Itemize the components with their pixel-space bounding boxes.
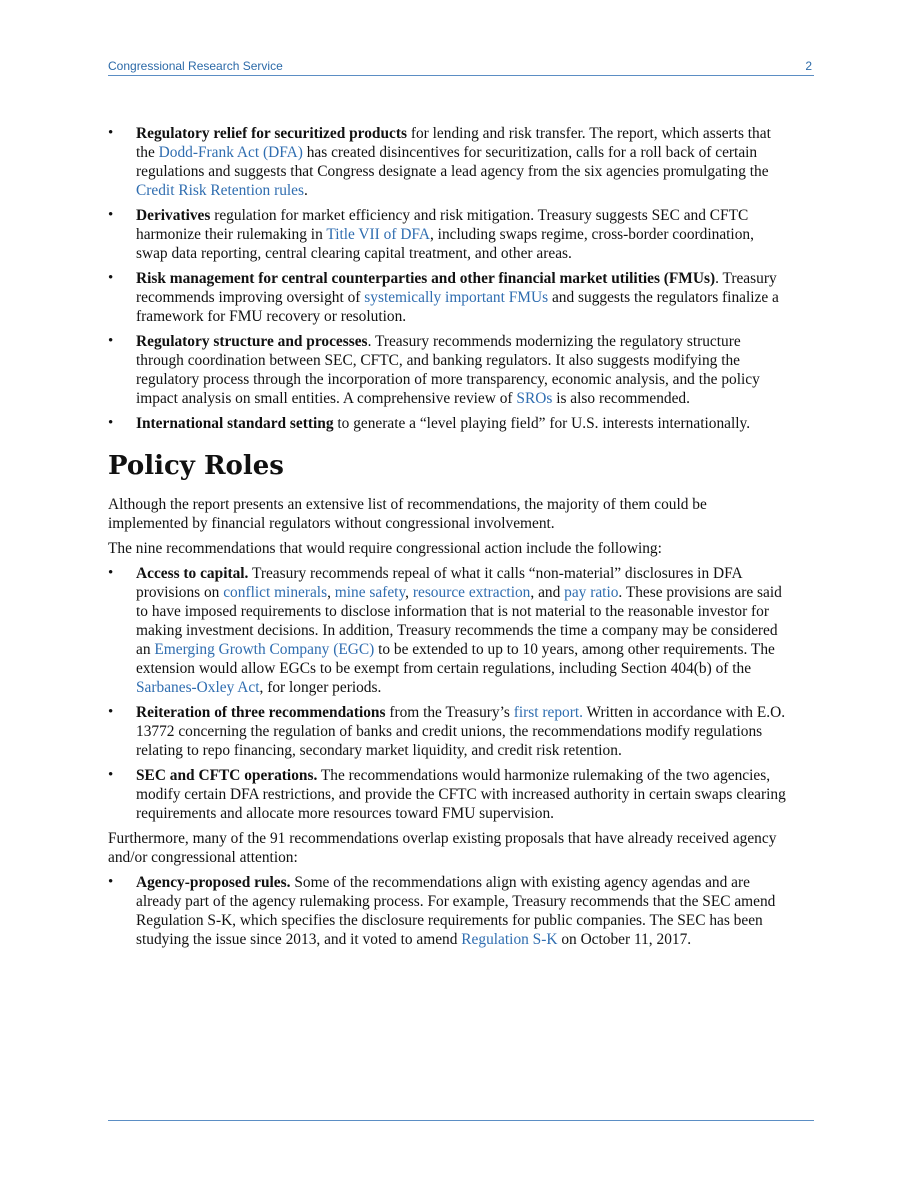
body-text: to generate a “level playing field” for U.S. interests internationally. xyxy=(333,415,751,432)
list-item xyxy=(108,269,788,326)
bold-lead: Access to capital. xyxy=(136,565,249,582)
body-text: Some of the recommendations align with existing agency agendas and are already part of the agency rulemaking process. For example, Treasury recommends that the SEC amend Regulation S-K, which specifies the disclosure requirements for public companies. The SEC has been studying the issue since 2013, and it voted to amend xyxy=(136,874,776,948)
header-source: Congressional Research Service xyxy=(108,59,283,73)
body-text: , xyxy=(327,584,335,601)
body-text: . Treasury recommends modernizing the regulatory structure through coordination between SEC, CFTC, and banking regulators. It also suggests modifying the regulatory process through the incorporation of more transparency, economic analysis, and the policy impact analysis on small entities. A comprehensive review of xyxy=(136,333,760,407)
body-text: , and xyxy=(530,584,565,601)
list-item xyxy=(108,564,788,697)
body-text: regulation for market efficiency and risk mitigation. Treasury suggests SEC and CFTC harmonize their rulemaking in xyxy=(136,207,749,243)
link-credit-risk-retention[interactable]: Credit Risk Retention rules xyxy=(136,182,304,199)
document-body xyxy=(108,124,788,955)
list-item xyxy=(108,766,788,823)
body-text: has created disincentives for securitization, calls for a roll back of certain regulations and suggests that Congress designate a lead agency from the six agencies promulgating the xyxy=(136,144,769,180)
body-text: Written in accordance with E.O. 13772 concerning the regulation of banks and credit unions, the recommendations modify regulations relating to repo financing, secondary market liquidity, and credit risk retention. xyxy=(136,704,786,759)
body-text: to be extended to up to 10 years, among other requirements. The extension would allow EGCs to be exempt from certain regulations, including Section 404(b) of the xyxy=(136,641,775,677)
body-text: on October 11, 2017. xyxy=(557,931,692,948)
link-dodd-frank[interactable]: Dodd-Frank Act (DFA) xyxy=(158,144,303,161)
list-item xyxy=(108,124,788,200)
link-egc[interactable]: Emerging Growth Company (EGC) xyxy=(154,641,375,658)
list-item xyxy=(108,873,788,949)
bold-lead: Reiteration of three recommendations xyxy=(136,704,386,721)
footer-rule xyxy=(108,1120,814,1121)
page-header xyxy=(108,57,814,76)
body-text: . xyxy=(304,182,308,199)
link-pay-ratio[interactable]: pay ratio xyxy=(564,584,619,601)
bullet-list-2 xyxy=(108,564,788,823)
body-text: , for longer periods. xyxy=(259,679,382,696)
link-conflict-minerals[interactable]: conflict minerals xyxy=(223,584,328,601)
body-text: and suggests the regulators finalize a framework for FMU recovery or resolution. xyxy=(136,289,779,325)
link-sros[interactable]: SROs xyxy=(516,390,553,407)
list-item xyxy=(108,414,788,433)
bold-lead: SEC and CFTC operations. xyxy=(136,767,318,784)
body-text: The recommendations would harmonize rulemaking of the two agencies, modify certain DFA restrictions, and provide the CFTC with increased authority in certain swaps clearing requirements and allocate more resources toward FMU supervision. xyxy=(136,767,786,822)
paragraph: Although the report presents an extensive list of recommendations, the majority of them could be implemented by financial regulators without congressional involvement. xyxy=(108,496,707,532)
bullet-list-3 xyxy=(108,873,788,949)
bold-lead: Regulatory relief for securitized products xyxy=(136,125,407,142)
body-text: is also recommended. xyxy=(552,390,690,407)
link-first-report[interactable]: first report. xyxy=(513,704,583,721)
list-item xyxy=(108,206,788,263)
link-regulation-s-k[interactable]: Regulation S-K xyxy=(461,931,558,948)
body-text: Treasury recommends repeal of what it calls “non-material” disclosures in DFA provisions on xyxy=(136,565,742,601)
bold-lead: International standard setting xyxy=(136,415,334,432)
list-item xyxy=(108,703,788,760)
page-number: 2 xyxy=(805,59,812,73)
paragraph: Furthermore, many of the 91 recommendations overlap existing proposals that have already received agency and/or congressional attention: xyxy=(108,830,777,866)
bold-lead: Risk management for central counterparties and other financial market utilities (FMUs) xyxy=(136,270,716,287)
bullet-list-1 xyxy=(108,124,788,433)
list-item xyxy=(108,332,788,408)
body-text: . Treasury recommends improving oversight of xyxy=(136,270,777,306)
link-sarbanes-oxley[interactable]: Sarbanes-Oxley Act xyxy=(136,679,260,696)
bold-lead: Regulatory structure and processes xyxy=(136,333,368,350)
body-text: for lending and risk transfer. The report, which asserts that the xyxy=(136,125,771,161)
body-text: from the Treasury’s xyxy=(385,704,514,721)
link-title-vii[interactable]: Title VII of DFA xyxy=(326,226,430,243)
body-text: , xyxy=(405,584,413,601)
body-text: . These provisions are said to have imposed requirements to disclose information that is not material to the reasonable investor for making investment decisions. In addition, Treasury recommends the time a company may be considered an xyxy=(136,584,782,658)
bold-lead: Agency-proposed rules. xyxy=(136,874,291,891)
link-mine-safety[interactable]: mine safety xyxy=(334,584,406,601)
link-resource-extraction[interactable]: resource extraction xyxy=(412,584,531,601)
bold-lead: Derivatives xyxy=(136,207,211,224)
paragraph: The nine recommendations that would require congressional action include the following: xyxy=(108,540,662,557)
body-text: , including swaps regime, cross-border coordination, swap data reporting, central clearing capital treatment, and other areas. xyxy=(136,226,754,262)
section-heading: Policy Roles xyxy=(108,451,284,481)
link-systemic-fmus[interactable]: systemically important FMUs xyxy=(364,289,549,306)
